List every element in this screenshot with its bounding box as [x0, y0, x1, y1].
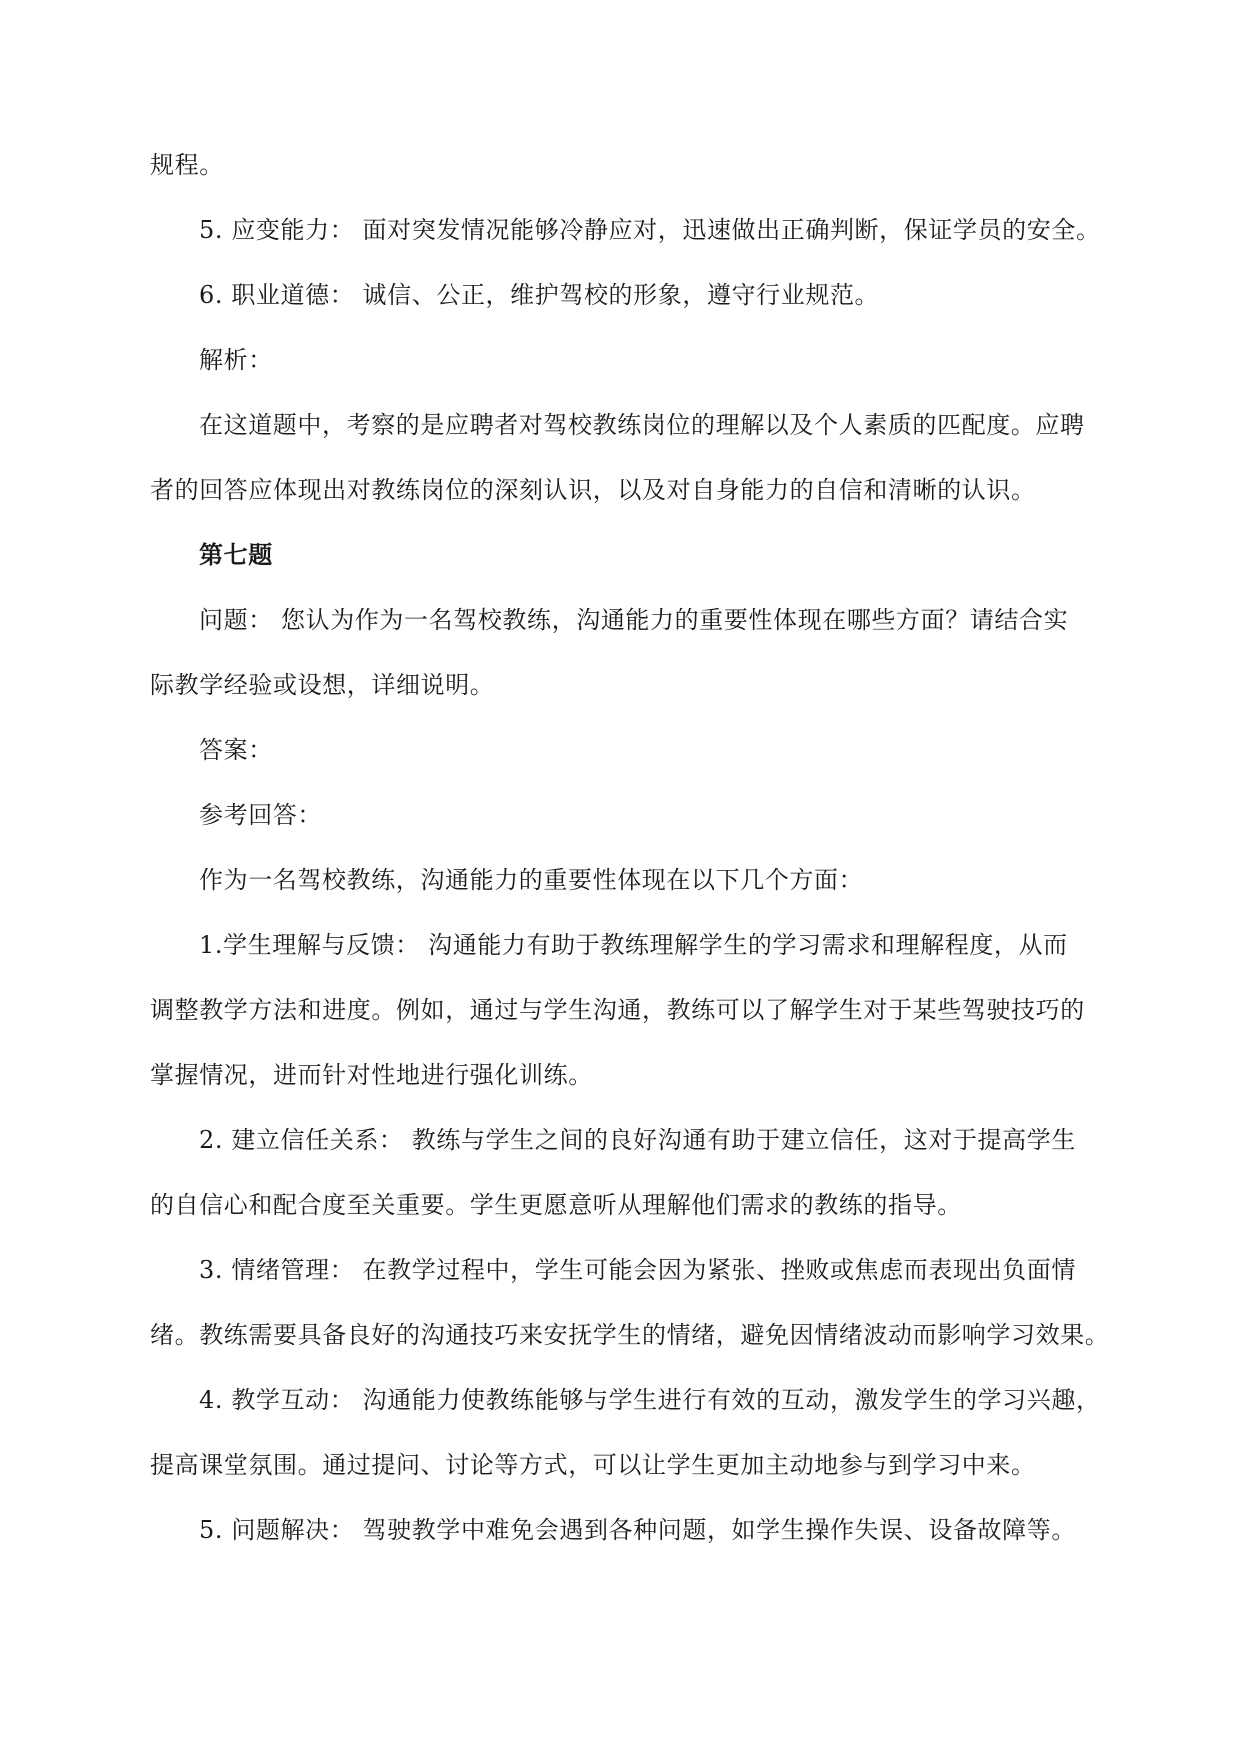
- paragraph-line: 规程。: [150, 151, 224, 179]
- list-item-adaptability: 5. 应变能力： 面对突发情况能够冷静应对，迅速做出正确判断，保证学员的安全。: [199, 216, 1101, 244]
- analysis-paragraph-line: 者的回答应体现出对教练岗位的深刻认识，以及对自身能力的自信和清晰的认识。: [150, 476, 1036, 504]
- list-item-building-trust: 2. 建立信任关系： 教练与学生之间的良好沟通有助于建立信任，这对于提高学生: [199, 1126, 1076, 1154]
- section-heading: 第七题: [199, 540, 273, 569]
- intro-paragraph: 作为一名驾校教练，沟通能力的重要性体现在以下几个方面：: [199, 866, 864, 894]
- question-line: 问题： 您认为作为一名驾校教练，沟通能力的重要性体现在哪些方面？请结合实: [199, 606, 1069, 634]
- analysis-paragraph-line: 在这道题中，考察的是应聘者对驾校教练岗位的理解以及个人素质的匹配度。应聘: [199, 411, 1085, 439]
- list-item-professional-ethics: 6. 职业道德： 诚信、公正，维护驾校的形象，遵守行业规范。: [199, 281, 880, 309]
- list-item-continuation: 绪。教练需要具备良好的沟通技巧来安抚学生的情绪，避免因情绪波动而影响学习效果。: [150, 1321, 1110, 1349]
- question-line: 际教学经验或设想，详细说明。: [150, 671, 495, 699]
- list-item-problem-solving: 5. 问题解决： 驾驶教学中难免会遇到各种问题，如学生操作失误、设备故障等。: [199, 1516, 1076, 1544]
- reference-answer-label: 参考回答：: [199, 801, 322, 829]
- list-item-continuation: 调整教学方法和进度。例如，通过与学生沟通，教练可以了解学生对于某些驾驶技巧的: [150, 996, 1085, 1024]
- list-item-emotion-management: 3. 情绪管理： 在教学过程中，学生可能会因为紧张、挫败或焦虑而表现出负面情: [199, 1256, 1076, 1284]
- list-item-continuation: 的自信心和配合度至关重要。学生更愿意听从理解他们需求的教练的指导。: [150, 1191, 962, 1219]
- list-item-teaching-interaction: 4. 教学互动： 沟通能力使教练能够与学生进行有效的互动，激发学生的学习兴趣，: [199, 1386, 1101, 1414]
- analysis-label: 解析：: [199, 346, 273, 374]
- answer-label: 答案：: [199, 736, 273, 764]
- list-item-continuation: 提高课堂氛围。通过提问、讨论等方式，可以让学生更加主动地参与到学习中来。: [150, 1451, 1036, 1479]
- list-item-continuation: 掌握情况，进而针对性地进行强化训练。: [150, 1061, 593, 1089]
- list-item-student-understanding: 1.学生理解与反馈： 沟通能力有助于教练理解学生的学习需求和理解程度，从而: [199, 931, 1068, 959]
